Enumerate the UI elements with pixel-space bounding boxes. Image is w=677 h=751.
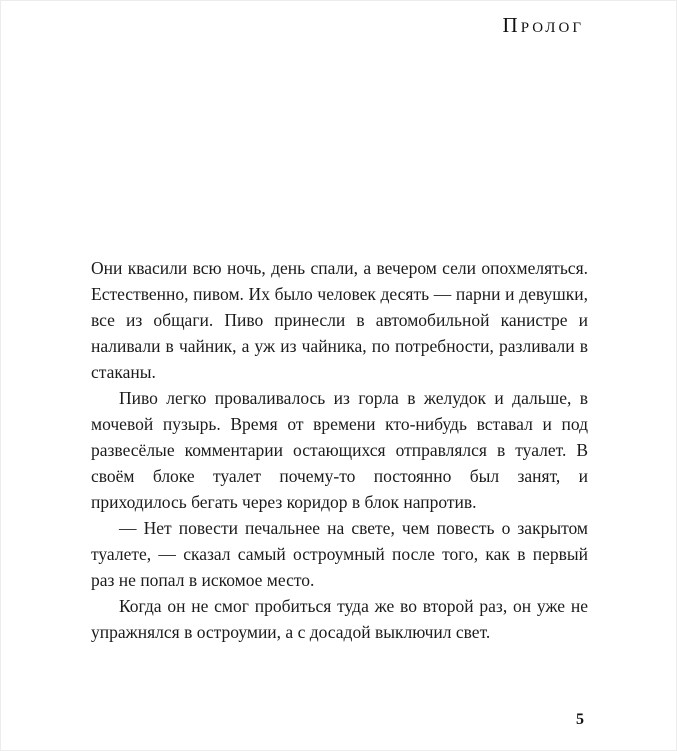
paragraph: — Нет повести печальнее на свете, чем повесть о закрытом туалете, — сказал самый остроумный после того, как в первый раз не попал в искомое место. (91, 518, 588, 590)
chapter-title: Пролог (502, 13, 584, 37)
paragraph: Пиво легко проваливалось из горла в желудок и дальше, в мочевой пузырь. Время от времени кто-нибудь вставал и под развесёлые комментарии остающихся отправлялся в туалет. В своём блоке туалет почему-то постоянно был занят, и приходилось бегать через коридор в блок напротив. (91, 388, 588, 512)
paragraph: Когда он не смог пробиться туда же во второй раз, он уже не упражнялся в остроумии, а с досадой выключил свет. (91, 596, 588, 642)
page-number: 5 (576, 711, 584, 728)
text-block (91, 255, 588, 645)
paragraph: Они квасили всю ночь, день спали, а вечером сели опохмеляться. Естественно, пивом. Их было человек десять — парни и девушки, все из общаги. Пиво принесли в автомобильной канистре и наливали в чайник, а уж из чайника, по потребности, разливали в стаканы. (91, 258, 588, 382)
